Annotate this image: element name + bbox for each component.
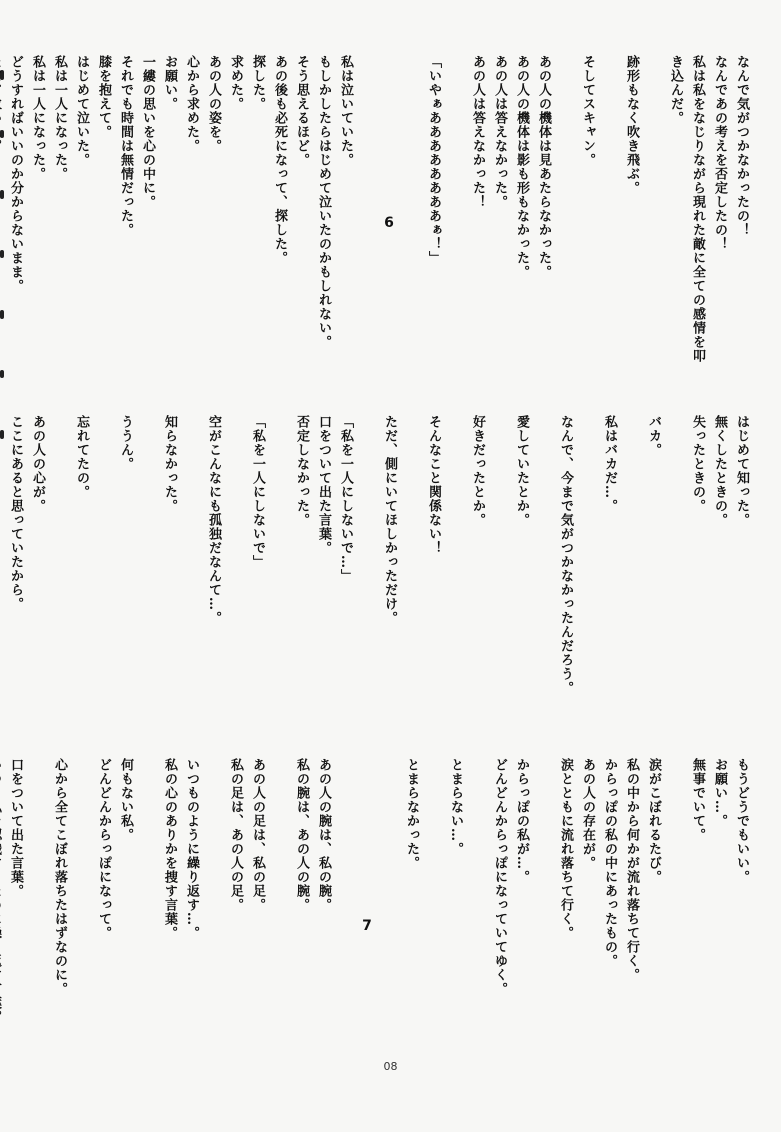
column-spacer [335,758,355,1024]
text-column: 膝を抱えて。 [96,55,111,139]
column-spacer [533,758,553,1024]
text-column: とまらなかった。 [404,758,419,870]
text-column: お願い。 [162,55,177,111]
text-column: 「私を一人にしないで」 [250,415,265,569]
column-spacer [27,758,47,1024]
column-spacer [181,415,201,695]
section-number: 6 [384,215,394,231]
text-column: あの人の足は、私の足。 [250,758,265,912]
text-column: 失ったときの。 [690,415,705,513]
text-column: あの人の存在が。 [580,758,595,870]
text-column: 忘れてたの。 [74,415,89,499]
text-column: あの人の心が。 [30,415,45,513]
page-number: 08 [383,1060,398,1073]
text-column: あの人の機体は見あたらなかった。 [536,55,551,279]
text-column: 空がこんなにも孤独だなんて…。 [206,415,221,625]
text-column: お願い…。 [712,758,727,828]
text-column: 口をついて出た言葉。 [8,758,23,898]
text-column: 一縷の思いを心の中に。 [140,55,155,209]
column-spacer [269,758,289,1024]
text-column: はじめて知った。 [734,415,749,527]
text-column: あの人は答えなかった！ [470,55,485,209]
text-column: 「私を一人にしないで…」 [338,415,353,583]
text-column: どんどんからっぽになって。 [96,758,111,940]
text-column: 私は一人になった。 [52,55,67,181]
text-column: あの人の腕は、私の腕。 [316,758,331,912]
column-spacer [357,55,377,363]
text-column: そんなこと関係ない！ [426,415,441,555]
text-column: どうすればいいのか分からないまま。 [8,55,23,293]
text-column: 私の腕は、あの人の腕。 [294,758,309,912]
text-column: 否定しなかった。 [294,415,309,527]
text-column: そう思えるほど。 [294,55,309,167]
text-column: もうどうでもいい。 [734,758,749,884]
column-spacer [555,55,575,363]
text-column: バカ。 [646,415,661,457]
text-column: ただ、側にいてほしかっただけ。 [382,415,397,625]
text-column: なんであの考えを否定したの！ [712,55,727,251]
text-column: 無くしたときの。 [712,415,727,527]
text-column [0,758,3,1024]
column-spacer [379,758,399,1024]
text-column: あの後も必死になって、探した。 [272,55,287,265]
text-column: 求めた。 [228,55,243,111]
text-column: 跡形もなく吹き飛ぶ。 [624,55,639,195]
text-column: 心から全てこぼれ落ちたはずなのに。 [52,758,67,996]
column-spacer [203,758,223,1024]
column-spacer [665,758,685,1024]
text-column: 私の中から何かが流れ落ちて行く。 [624,758,639,982]
column-spacer [445,55,465,363]
text-column: 心から求めた。 [184,55,199,153]
text-column: なんで気がつかなかったの！ [734,55,749,237]
text-column: あの人は答えなかった。 [492,55,507,209]
text-column: 涙がこぼれるたび。 [646,758,661,884]
column-spacer [423,758,443,1024]
column-spacer [93,415,113,695]
column-spacer [445,415,465,695]
text-column: 無事でいて。 [690,758,705,842]
column-spacer [71,758,91,1024]
column-spacer [0,415,3,695]
text-tier-middle [0,415,751,695]
text-column: 涙とともに流れ落ちて行く。 [558,758,573,940]
text-column: き込んだ。 [668,55,683,125]
text-column: 私の心のありかを捜す言葉。 [162,758,177,940]
column-spacer [643,55,663,363]
text-column: とまらない…。 [448,758,463,856]
text-column: 「いやぁああああああああぁ！」 [426,55,441,265]
text-column: そしてスキャン。 [580,55,595,167]
text-column: からっぽの私の中にあったもの。 [602,758,617,968]
text-column: 私の足は、あの人の足。 [228,758,243,912]
column-spacer [49,415,69,695]
column-spacer [577,415,597,695]
text-tier-bottom [0,758,751,1024]
text-column: 私はバカだ…。 [602,415,617,513]
text-column: はじめて泣いた。 [74,55,89,167]
column-spacer [621,415,641,695]
column-spacer [225,415,245,695]
text-column: 私は泣いていた。 [338,55,353,167]
text-column: どんどんからっぽになっていてゆく。 [492,758,507,996]
column-spacer [269,415,289,695]
text-column: あの人の機体は影も形もなかった。 [514,55,529,279]
text-column: なんで、今まで気がつかなかったんだろう。 [558,415,573,695]
column-spacer [137,758,157,1024]
column-spacer [137,415,157,695]
text-column: それでも時間は無情だった。 [118,55,133,237]
text-column: いつものように繰り返す…。 [184,758,199,940]
text-column: あの人の姿を。 [206,55,221,153]
text-column: 口をついて出た言葉。 [316,415,331,555]
column-spacer [489,415,509,695]
text-column: 私は一人になった。 [30,55,45,181]
column-spacer [401,415,421,695]
text-tier-top [0,55,751,363]
text-column: 探した。 [250,55,265,111]
text-column: 好きだったとか。 [470,415,485,527]
text-column: 私は私をなじりながら現れた敵に全ての感情を叩 [690,55,705,363]
text-column: ここにあると思っていたから。 [8,415,23,611]
text-column: 知らなかった。 [162,415,177,513]
column-spacer [467,758,487,1024]
text-column: からっぽの私が…。 [514,758,529,884]
text-column: ううん。 [118,415,133,471]
column-spacer [357,415,377,695]
text-column [0,55,3,363]
text-column: 愛していたとか。 [514,415,529,527]
text-column: もしかしたらはじめて泣いたのかもしれない。 [316,55,331,349]
column-spacer [533,415,553,695]
text-column: 何もない私。 [118,758,133,842]
edge-mark [0,370,4,378]
column-spacer [401,55,421,363]
section-number: 7 [362,918,372,934]
column-spacer [665,415,685,695]
column-spacer [599,55,619,363]
